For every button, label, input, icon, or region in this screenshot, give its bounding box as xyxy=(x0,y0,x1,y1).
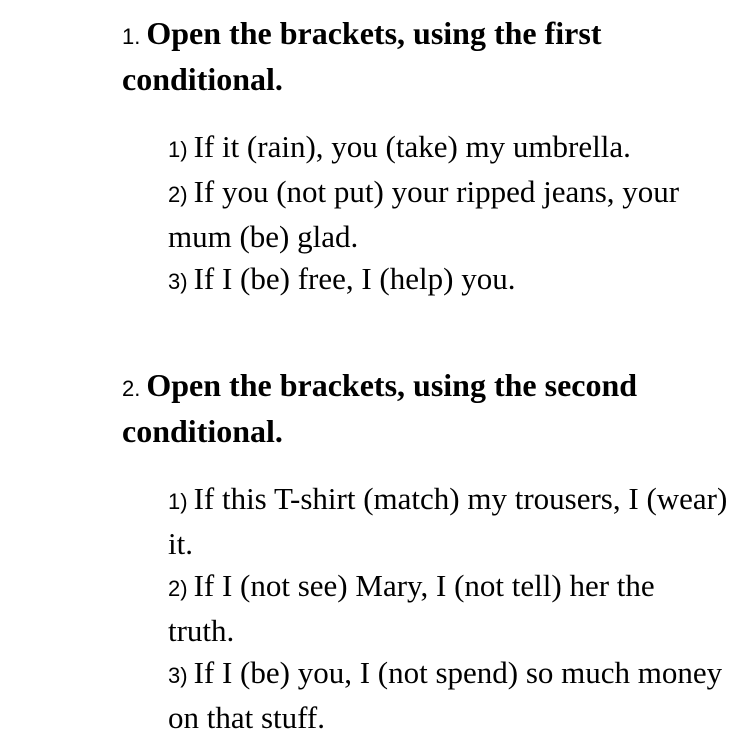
task-1-title: Open the brackets, using the first conditional. xyxy=(122,15,602,97)
item-text: If you (not put) your ripped jeans, your mum (be) glad. xyxy=(168,174,680,254)
item-text: If it (rain), you (take) my umbrella. xyxy=(193,129,631,164)
task-2-item-1 xyxy=(168,478,728,565)
item-number: 2) xyxy=(168,576,188,601)
task-1 xyxy=(122,12,722,296)
task-2-heading xyxy=(122,364,722,452)
task-1-heading xyxy=(122,12,722,100)
task-1-item-1 xyxy=(168,126,728,171)
item-text: If I (be) you, I (not spend) so much money on that stuff. xyxy=(168,655,723,735)
item-text: If this T-shirt (match) my trousers, I (wear) it. xyxy=(168,481,728,561)
item-number: 2) xyxy=(168,182,188,207)
task-2-item-3 xyxy=(168,652,728,739)
item-number: 3) xyxy=(168,269,188,294)
item-number: 3) xyxy=(168,663,188,688)
task-1-number: 1. xyxy=(122,24,141,49)
item-number: 1) xyxy=(168,137,188,162)
task-2-item-2 xyxy=(168,565,728,652)
task-1-item-3 xyxy=(168,258,728,303)
task-2-number: 2. xyxy=(122,376,141,401)
task-1-items xyxy=(168,126,728,303)
item-number: 1) xyxy=(168,489,188,514)
task-1-item-2 xyxy=(168,171,728,258)
task-2-title: Open the brackets, using the second conditional. xyxy=(122,367,638,449)
item-text: If I (not see) Mary, I (not tell) her the truth. xyxy=(168,568,655,648)
item-text: If I (be) free, I (help) you. xyxy=(193,261,516,296)
task-2-items xyxy=(168,478,728,739)
task-2 xyxy=(122,364,728,735)
